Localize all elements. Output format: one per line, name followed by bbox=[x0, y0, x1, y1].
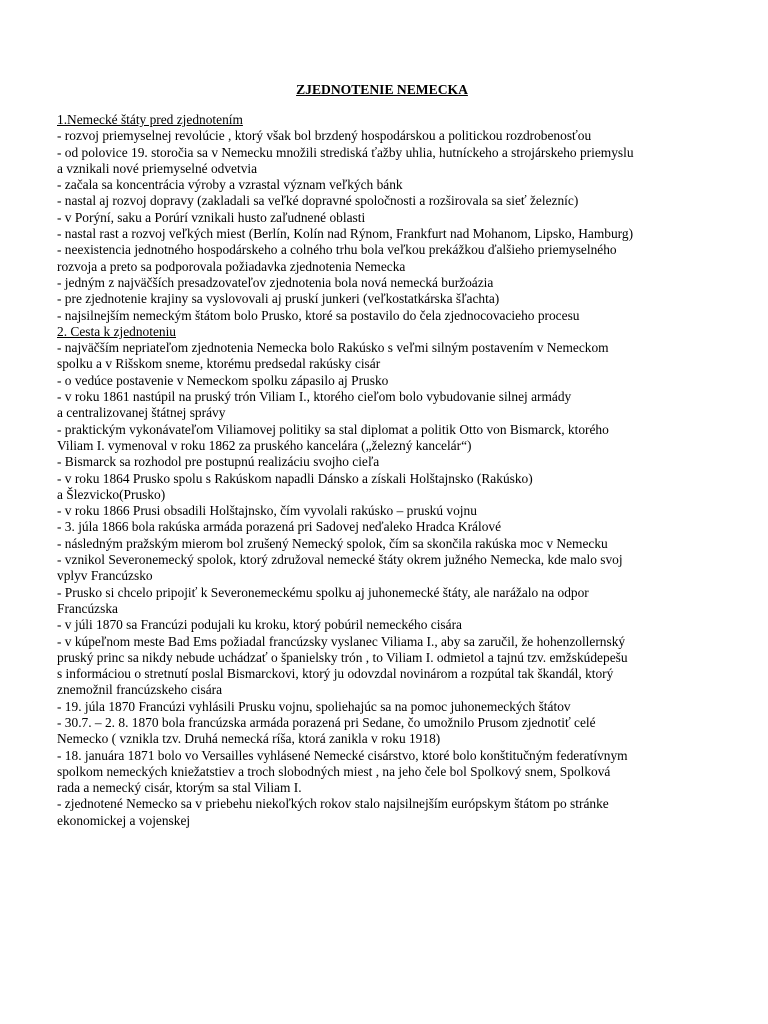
text-line: a vznikali nové priemyselné odvetvia bbox=[57, 160, 258, 176]
section-1-body bbox=[57, 128, 737, 324]
text-line: - v roku 1861 nastúpil na pruský trón Viliam I., ktorého cieľom bolo vybudovanie silnej armády bbox=[57, 389, 572, 405]
text-line: - v kúpeľnom meste Bad Ems požiadal francúzsky vyslanec Viliama I., aby sa zaručil, že hohenzollernský bbox=[57, 633, 626, 649]
section-1-heading: 1.Nemecké štáty pred zjednotením bbox=[57, 112, 243, 127]
text-line: - zjednotené Nemecko sa v priebehu niekoľkých rokov stalo najsilnejším európskym štátom po stránke bbox=[57, 796, 609, 812]
text-line: - jedným z najväčších presadzovateľov zjednotenia bola nová nemecká buržoázia bbox=[57, 274, 494, 290]
text-line: - Bismarck sa rozhodol pre postupnú realizáciu svojho cieľa bbox=[57, 454, 380, 470]
text-line: spolkom nemeckých kniežatstiev a troch slobodných miest , na jeho čele bol Spolkový snem, Spolková bbox=[57, 763, 611, 779]
text-line: - nastal rast a rozvoj veľkých miest (Berlín, Kolín nad Rýnom, Frankfurt nad Mohanom, Lipsko, Hamburg) bbox=[57, 226, 634, 242]
text-line: - najväčším nepriateľom zjednotenia Nemecka bolo Rakúsko s veľmi silným postavením v Nemeckom bbox=[57, 340, 609, 356]
text-line: rozvoja a preto sa podporovala požiadavka zjednotenia Nemecka bbox=[57, 258, 406, 274]
text-line: - od polovice 19. storočia sa v Nemecku množili strediská ťažby uhlia, hutníckeho a strojárskeho priemyslu bbox=[57, 144, 634, 160]
text-line: Viliam I. vymenoval v roku 1862 za pruského kancelára („železný kancelár“) bbox=[57, 437, 472, 453]
text-line: - neexistencia jednotného hospodárskeho a colného trhu bola veľkou prekážkou ďalšieho priemyselného bbox=[57, 242, 617, 258]
text-line: - v roku 1864 Prusko spolu s Rakúskom napadli Dánsko a získali Holštajnsko (Rakúsko) bbox=[57, 470, 533, 486]
text-line: rada a nemecký cisár, ktorým sa stal Viliam I. bbox=[57, 780, 302, 796]
text-line: - 3. júla 1866 bola rakúska armáda porazená pri Sadovej neďaleko Hradca Králové bbox=[57, 519, 502, 535]
text-line: - vznikol Severonemecký spolok, ktorý združoval nemecké štáty okrem južného Nemecka, kde malo svoj bbox=[57, 552, 623, 568]
text-line: - najsilnejším nemeckým štátom bolo Prusko, ktoré sa postavilo do čela zjednocovacieho procesu bbox=[57, 307, 580, 323]
text-line: ekonomickej a vojenskej bbox=[57, 812, 191, 828]
text-line: - pre zjednotenie krajiny sa vyslovovali aj pruskí junkeri (veľkostatkárska šľachta) bbox=[57, 291, 500, 307]
document-page bbox=[57, 82, 737, 829]
text-line: pruský princ sa nikdy nebude uchádzať o španielsky trón , to Viliam I. odmietol a tajnú tzv. emžskúdepešu bbox=[57, 649, 628, 665]
text-line: a centralizovanej štátnej správy bbox=[57, 405, 226, 421]
text-line: s informáciou o stretnutí poslal Bismarckovi, ktorý ju odovzdal novinárom a rozpútal tak škandál, ktorý bbox=[57, 666, 614, 682]
text-line: - 19. júla 1870 Francúzi vyhlásili Prusku vojnu, spoliehajúc sa na pomoc juhonemeckých štátov bbox=[57, 698, 571, 714]
text-line: - 18. januára 1871 bolo vo Versailles vyhlásené Nemecké cisárstvo, ktoré bolo konštitučným federatívnym bbox=[57, 747, 628, 763]
text-line: Nemecko ( vznikla tzv. Druhá nemecká ríša, ktorá zanikla v roku 1918) bbox=[57, 731, 441, 747]
text-line: - následným pražským mierom bol zrušený Nemecký spolok, čím sa skončila rakúska moc v Nemecku bbox=[57, 535, 608, 551]
section-2-body bbox=[57, 340, 737, 829]
text-line: - Prusko si chcelo pripojiť k Severonemeckému spolku aj juhonemecké štáty, ale narážalo na odpor bbox=[57, 584, 589, 600]
text-line: a Šlezvicko(Prusko) bbox=[57, 486, 166, 502]
text-line: spolku a v Rišskom sneme, ktorému predsedal rakúsky cisár bbox=[57, 356, 381, 372]
text-line: - 30.7. – 2. 8. 1870 bola francúzska armáda porazená pri Sedane, čo umožnilo Prusom zjednotiť celé bbox=[57, 714, 596, 730]
text-line: vplyv Francúzsko bbox=[57, 568, 153, 584]
text-line: Francúzska bbox=[57, 600, 118, 616]
text-line: - začala sa koncentrácia výroby a vzrastal význam veľkých bánk bbox=[57, 177, 403, 193]
document-title: ZJEDNOTENIE NEMECKA bbox=[296, 82, 468, 97]
section-2-heading: 2. Cesta k zjednoteniu bbox=[57, 323, 176, 339]
text-line: - rozvoj priemyselnej revolúcie , ktorý však bol brzdený hospodárskou a politickou rozdrobenosťou bbox=[57, 128, 592, 144]
text-line: - praktickým vykonávateľom Viliamovej politiky sa stal diplomat a politik Otto von Bismarck, ktorého bbox=[57, 421, 609, 437]
text-line: - v júli 1870 sa Francúzi podujali ku kroku, ktorý pobúril nemeckého cisára bbox=[57, 617, 462, 633]
text-line: - v Porýní, saku a Porúrí vznikali husto zaľudnené oblasti bbox=[57, 209, 366, 225]
text-line: znemožnil francúzskeho cisára bbox=[57, 682, 223, 698]
text-line: - nastal aj rozvoj dopravy (zakladali sa veľké dopravné spoločnosti a rozširovala sa sieť železníc) bbox=[57, 193, 579, 209]
text-line: - v roku 1866 Prusi obsadili Holštajnsko, čím vyvolali rakúsko – pruskú vojnu bbox=[57, 503, 477, 519]
text-line: - o vedúce postavenie v Nemeckom spolku zápasilo aj Prusko bbox=[57, 372, 389, 388]
